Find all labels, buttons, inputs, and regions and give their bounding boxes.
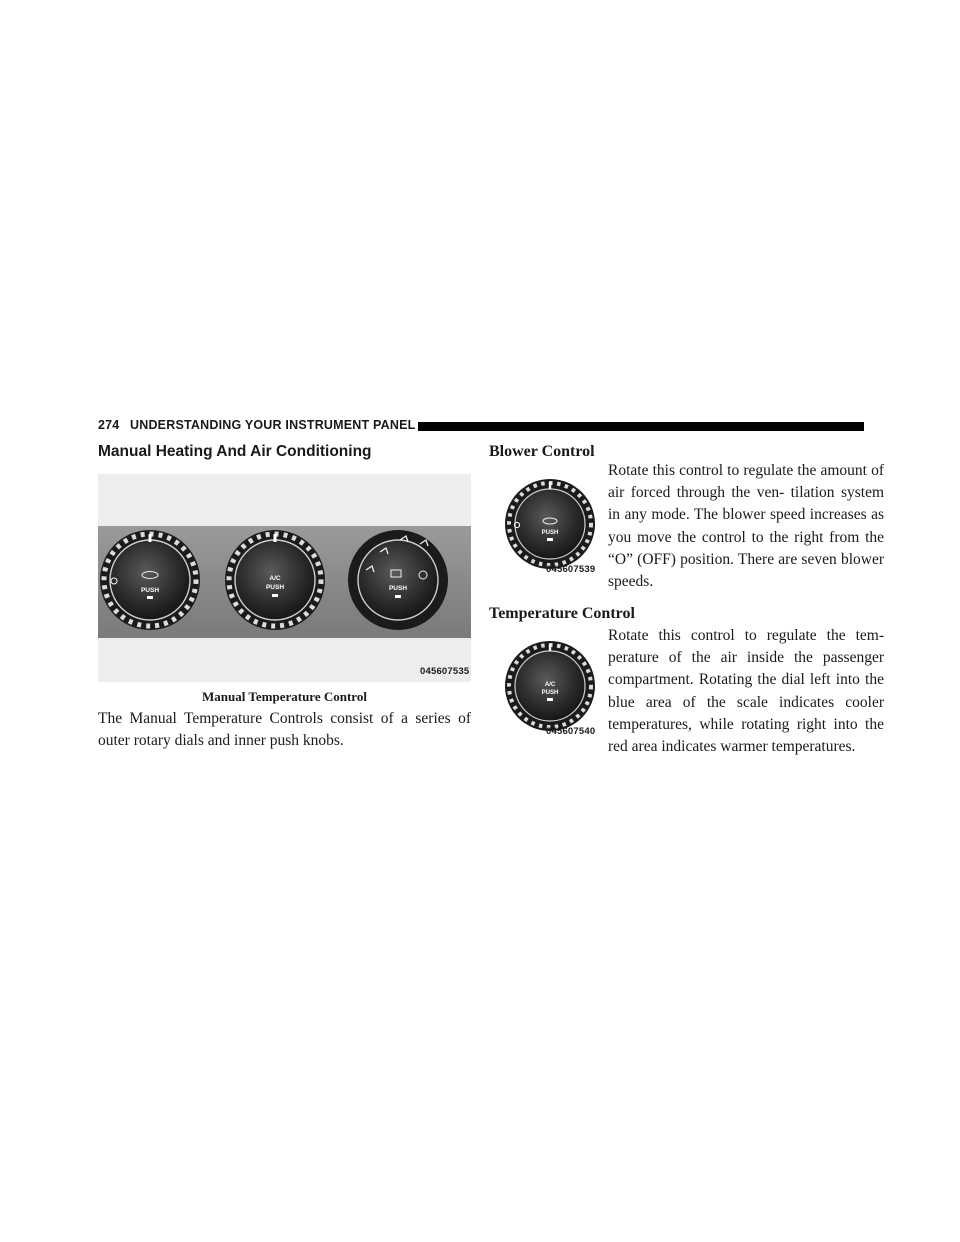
- blower-paragraph: Rotate this control to regulate the amount of air forced through the ven- tilation system in any mode. The blower speed increases as you move the control to the right from the “O” (OFF) position. There are seven blower speeds.: [608, 462, 884, 591]
- dial-push-label: PUSH: [388, 585, 408, 592]
- dial-push-label: PUSH: [140, 587, 160, 594]
- dial-ac-label: A/C: [544, 682, 556, 688]
- dial-push-label: PUSH: [265, 584, 285, 591]
- figure-caption: Manual Temperature Control: [202, 689, 367, 704]
- temperature-figure-code: 045607540: [546, 726, 596, 737]
- dial-ac-label: A/C: [269, 575, 281, 582]
- section-title: UNDERSTANDING YOUR INSTRUMENT PANEL: [130, 418, 416, 432]
- page-number: 274: [98, 418, 120, 432]
- section-heading: Manual Heating And Air Conditioning: [98, 443, 372, 460]
- temperature-heading: Temperature Control: [489, 605, 635, 622]
- climate-control-photo: [98, 474, 471, 682]
- header-rule: [418, 422, 864, 431]
- dial-push-label: PUSH: [541, 690, 559, 696]
- figure-code: 045607535: [420, 666, 470, 677]
- temperature-paragraph: Rotate this control to regulate the tem- perature of the air inside the passenger compartment. Rotating the dial left into the blue area of the scale indicates cooler temperatures, while rotating right into the red area indicates warmer temperatures.: [608, 627, 884, 756]
- blower-heading: Blower Control: [489, 443, 595, 460]
- intro-paragraph: The Manual Temperature Controls consist of a series of outer rotary dials and inner push knobs.: [98, 710, 471, 749]
- blower-dial-figure: [500, 474, 600, 574]
- blower-dial-graphic: [100, 530, 200, 630]
- mode-dial-graphic: [348, 530, 448, 630]
- temperature-dial-figure: [500, 636, 600, 736]
- blower-figure-code: 045607539: [546, 564, 596, 575]
- dial-push-label: PUSH: [541, 530, 559, 536]
- temperature-dial-graphic: [225, 530, 325, 630]
